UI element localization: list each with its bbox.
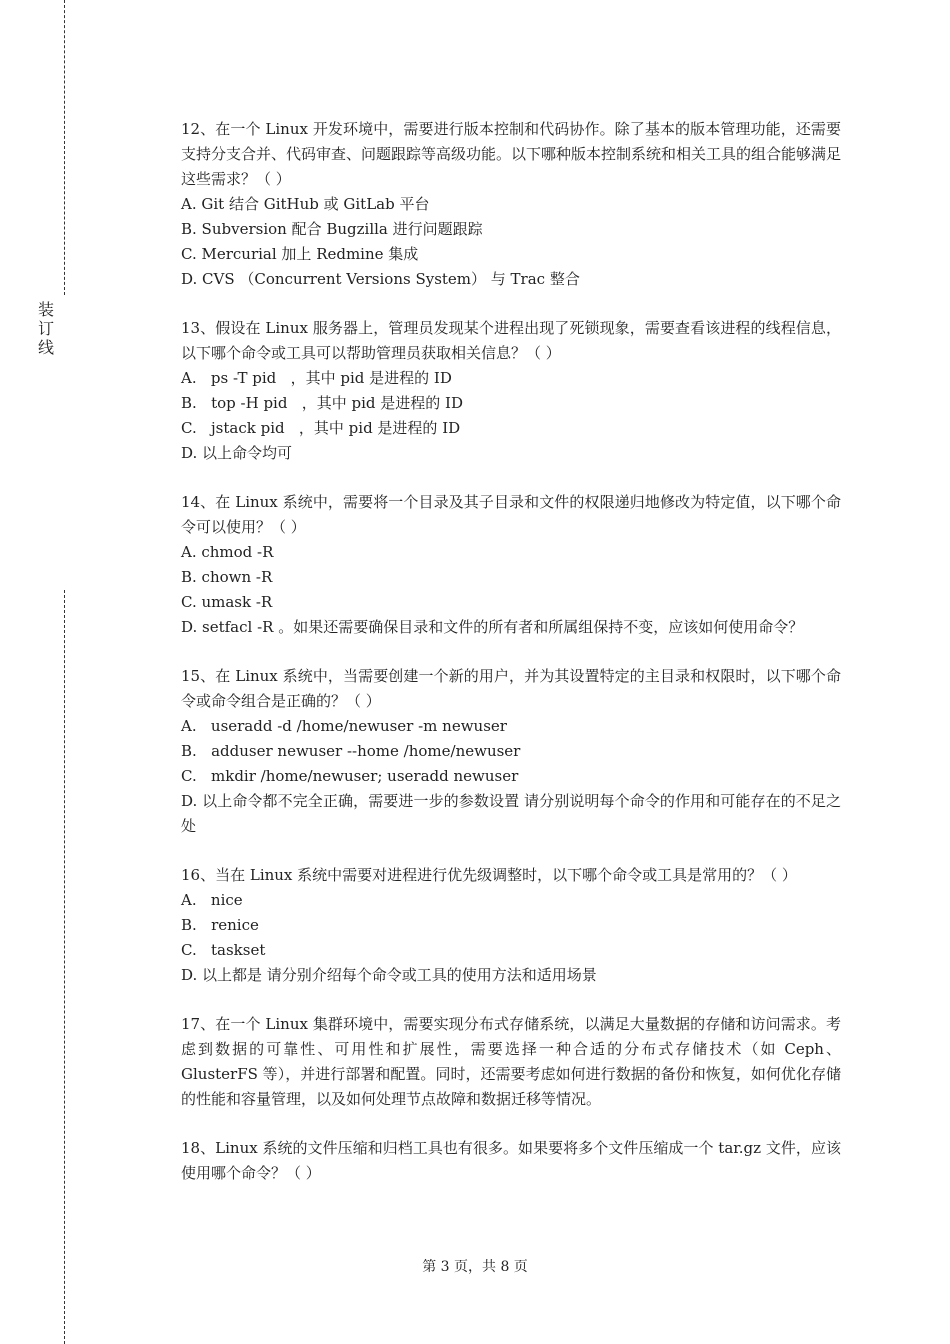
binding-line-bottom bbox=[64, 590, 65, 1344]
option-c: C. Mercurial 加上 Redmine 集成 bbox=[181, 245, 419, 263]
option-a: A. Git 结合 GitHub 或 GitLab 平台 bbox=[181, 195, 430, 213]
question-12 bbox=[181, 117, 841, 292]
option-a: A. nice bbox=[181, 891, 243, 909]
option-d: D. 以上命令都不完全正确，需要进一步的参数设置 请分别说明每个命令的作用和可能存在的不足之处 bbox=[181, 792, 841, 835]
option-a: A. useradd -d /home/newuser -m newuser bbox=[181, 717, 507, 735]
question-stem: 12、在一个 Linux 开发环境中，需要进行版本控制和代码协作。除了基本的版本管理功能，还需要支持分支合并、代码审查、问题跟踪等高级功能。以下哪种版本控制系统和相关工具的组合能够满足这些需求？（ ） bbox=[181, 120, 842, 188]
binding-label: 装订线 bbox=[37, 300, 54, 357]
option-c: C. taskset bbox=[181, 941, 266, 959]
option-d: D. CVS （Concurrent Versions System） 与 Trac 整合 bbox=[181, 270, 580, 288]
option-a: A. chmod -R bbox=[181, 543, 274, 561]
option-b: B. top -H pid ，其中 pid 是进程的 ID bbox=[181, 394, 464, 412]
option-c: C. umask -R bbox=[181, 593, 273, 611]
option-d: D. 以上命令均可 bbox=[181, 444, 293, 462]
question-16 bbox=[181, 863, 841, 988]
option-c: C. jstack pid ，其中 pid 是进程的 ID bbox=[181, 419, 461, 437]
option-a: A. ps -T pid ，其中 pid 是进程的 ID bbox=[181, 369, 452, 387]
question-stem: 18、Linux 系统的文件压缩和归档工具也有很多。如果要将多个文件压缩成一个 tar.gz 文件，应该使用哪个命令？（ ） bbox=[181, 1139, 841, 1182]
question-15 bbox=[181, 664, 841, 839]
option-b: B. Subversion 配合 Bugzilla 进行问题跟踪 bbox=[181, 220, 483, 238]
option-d: D. setfacl -R 。如果还需要确保目录和文件的所有者和所属组保持不变，应该如何使用命令？ bbox=[181, 618, 804, 636]
question-13 bbox=[181, 316, 841, 466]
question-stem: 16、当在 Linux 系统中需要对进程进行优先级调整时，以下哪个命令或工具是常用的？（ ） bbox=[181, 866, 797, 884]
option-c: C. mkdir /home/newuser; useradd newuser bbox=[181, 767, 519, 785]
question-stem: 17、在一个 Linux 集群环境中，需要实现分布式存储系统，以满足大量数据的存储和访问需求。考虑到数据的可靠性、可用性和扩展性，需要选择一种合适的分布式存储技术（如 Ceph、GlusterFS 等），并进行部署和配置。同时，还需要考虑如何进行数据的备份和恢复，如何优化存储的性能和容量管理，以及如何处理节点故障和数据迁移等情况。 bbox=[181, 1015, 841, 1108]
question-stem: 14、在 Linux 系统中，需要将一个目录及其子目录和文件的权限递归地修改为特定值，以下哪个命令可以使用？（ ） bbox=[181, 493, 841, 536]
option-b: B. renice bbox=[181, 916, 259, 934]
option-b: B. chown -R bbox=[181, 568, 273, 586]
question-17 bbox=[181, 1012, 841, 1112]
page-number: 第 3 页，共 8 页 bbox=[422, 1259, 528, 1275]
option-d: D. 以上都是 请分别介绍每个命令或工具的使用方法和适用场景 bbox=[181, 966, 597, 984]
question-18 bbox=[181, 1136, 841, 1186]
binding-line-top bbox=[64, 0, 65, 295]
question-stem: 15、在 Linux 系统中，当需要创建一个新的用户，并为其设置特定的主目录和权限时，以下哪个命令或命令组合是正确的？（ ） bbox=[181, 667, 841, 710]
question-stem: 13、假设在 Linux 服务器上，管理员发现某个进程出现了死锁现象，需要查看该进程的线程信息，以下哪个命令或工具可以帮助管理员获取相关信息？（ ） bbox=[181, 319, 841, 362]
option-b: B. adduser newuser --home /home/newuser bbox=[181, 742, 521, 760]
question-list bbox=[181, 117, 841, 1186]
question-14 bbox=[181, 490, 841, 640]
